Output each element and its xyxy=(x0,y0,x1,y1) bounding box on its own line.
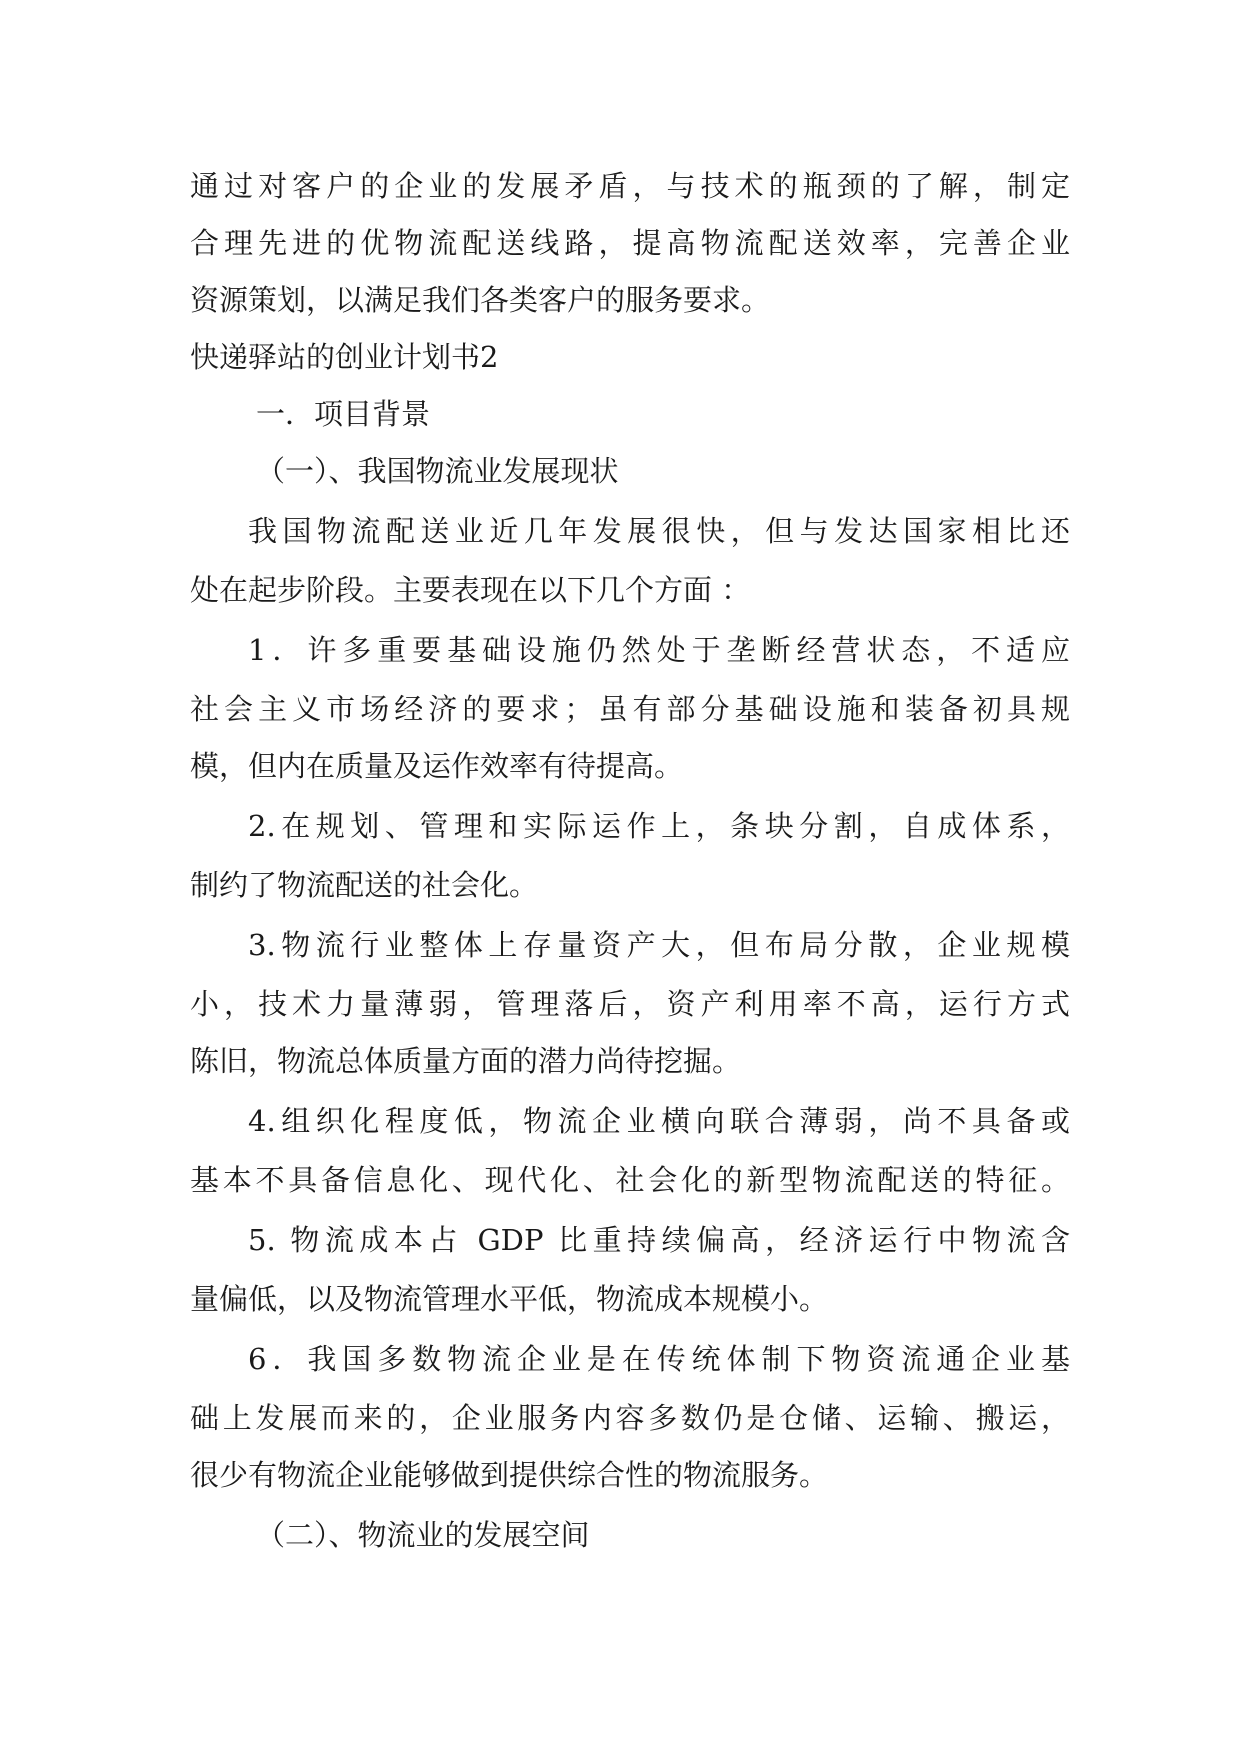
list-item-4: 4.组织化程度低，物流企业横向联合薄弱，尚不具备或 xyxy=(248,1104,1070,1138)
paragraph-line: 通过对客户的企业的发展矛盾，与技术的瓶颈的了解，制定 xyxy=(190,169,1070,203)
paragraph-line: 础上发展而来的，企业服务内容多数仍是仓储、运输、搬运， xyxy=(190,1401,1070,1435)
paragraph-line: 很少有物流企业能够做到提供综合性的物流服务。 xyxy=(190,1458,829,1492)
list-item-3: 3.物流行业整体上存量资产大，但布局分散，企业规模 xyxy=(248,928,1070,962)
list-item-6: 6．我国多数物流企业是在传统体制下物资流通企业基 xyxy=(248,1342,1070,1376)
list-item-1: 1．许多重要基础设施仍然处于垄断经营状态，不适应 xyxy=(248,633,1070,667)
paragraph-line: 制约了物流配送的社会化。 xyxy=(190,868,539,902)
paragraph-line: 处在起步阶段。主要表现在以下几个方面 ： xyxy=(190,573,751,607)
list-item-5: 5. 物流成本占 GDP 比重持续偏高，经济运行中物流含 xyxy=(248,1223,1070,1257)
paragraph-line: 社会主义市场经济的要求；虽有部分基础设施和装备初具规 xyxy=(190,692,1070,726)
paragraph-line: 小，技术力量薄弱，管理落后，资产利用率不高，运行方式 xyxy=(190,987,1070,1021)
list-item-2: 2.在规划、管理和实际运作上，条块分割，自成体系， xyxy=(248,809,1070,843)
paragraph-line: 我国物流配送业近几年发展很快，但与发达国家相比还 xyxy=(248,514,1070,548)
document-body xyxy=(190,158,1070,1566)
paragraph-line: 量偏低，以及物流管理水平低，物流成本规模小。 xyxy=(190,1282,829,1316)
paragraph-line: 基本不具备信息化、现代化、社会化的新型物流配送的特征。 xyxy=(190,1163,1070,1197)
subheading-logistics-status: （一）、我国物流业发展现状 xyxy=(256,454,619,488)
subheading-development-space: （二）、物流业的发展空间 xyxy=(256,1518,590,1552)
paragraph-line: 陈旧，物流总体质量方面的潜力尚待挖掘。 xyxy=(190,1044,742,1078)
paragraph-line: 合理先进的优物流配送线路，提高物流配送效率，完善企业 xyxy=(190,226,1070,260)
paragraph-line: 模，但内在质量及运作效率有待提高。 xyxy=(190,749,684,783)
section-title: 快递驿站的创业计划书2 xyxy=(190,340,499,374)
heading-project-background: 一．项目背景 xyxy=(256,397,431,431)
paragraph-line: 资源策划，以满足我们各类客户的服务要求。 xyxy=(190,283,771,317)
